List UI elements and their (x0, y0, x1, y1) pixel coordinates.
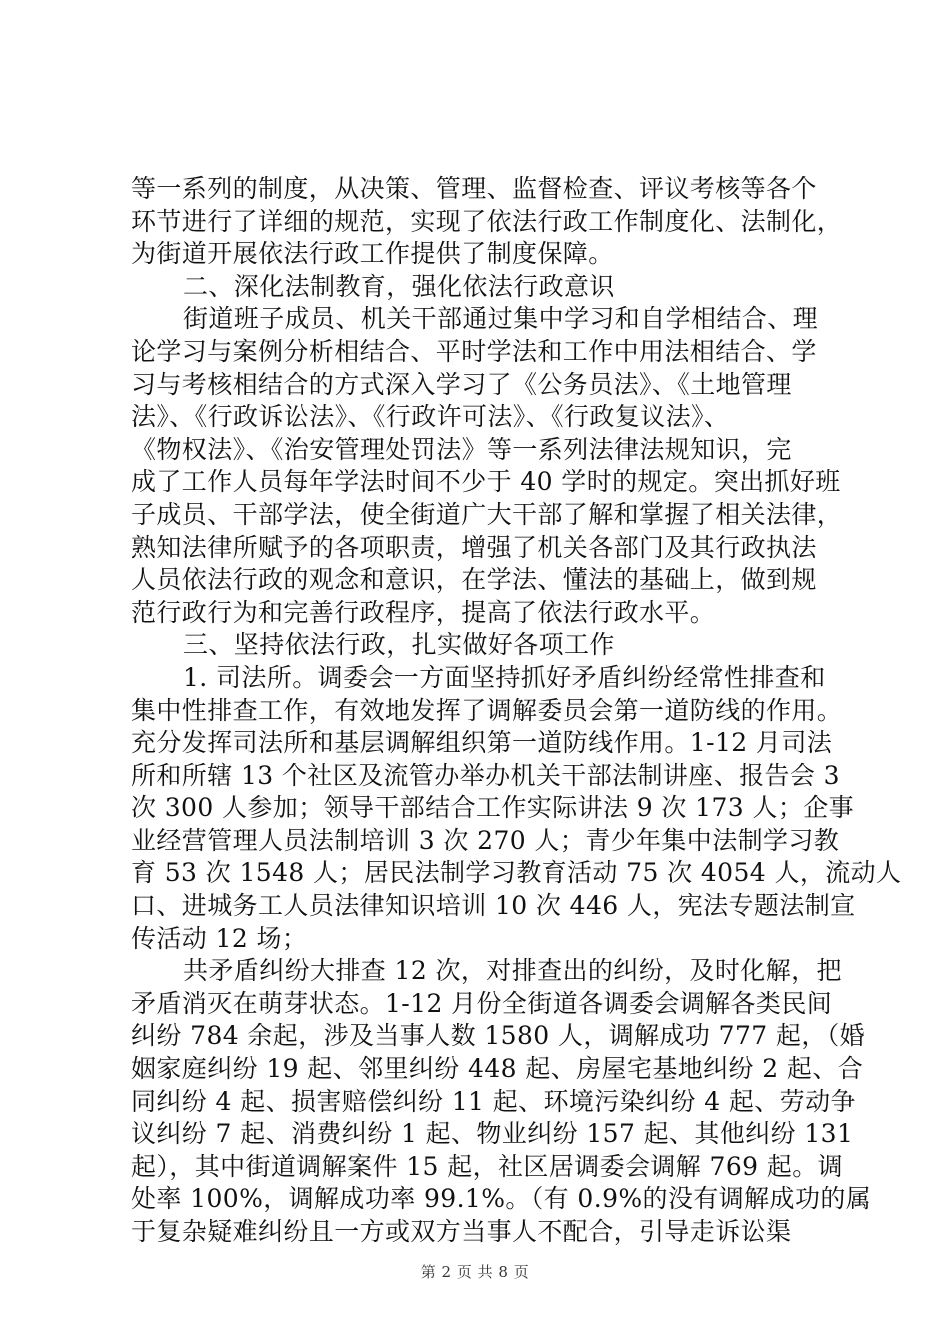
text-line: 共矛盾纠纷大排查 12 次，对排查出的纠纷，及时化解，把 (183, 956, 842, 986)
text-line: 起），其中街道调解案件 15 起，社区居调委会调解 769 起。调 (131, 1151, 844, 1181)
text-line: 处率 100%，调解成功率 99.1%。（有 0.9%的没有调解成功的属 (131, 1184, 872, 1214)
text-line: 等一系列的制度，从决策、管理、监督检查、评议考核等各个 (131, 174, 817, 203)
text-line: 三、坚持依法行政，扎实做好各项工作 (183, 630, 615, 660)
text-line: 传活动 12 场； (131, 923, 308, 953)
text-line: 姻家庭纠纷 19 起、邻里纠纷 448 起、房屋宅基地纠纷 2 起、合 (131, 1054, 864, 1084)
text-line: 于复杂疑难纠纷且一方或双方当事人不配合，引导走诉讼渠 (131, 1217, 792, 1246)
text-line: 二、深化法制教育，强化依法行政意识 (183, 271, 615, 301)
text-line: 《物权法》、《治安管理处罚法》等一系列法律法规知识，完 (131, 434, 792, 464)
text-line: 充分发挥司法所和基层调解组织第一道防线作用。1-12 月司法 (131, 728, 833, 758)
text-line: 次 300 人参加；领导干部结合工作实际讲法 9 次 173 人；企事 (131, 793, 855, 823)
text-line: 集中性排查工作，有效地发挥了调解委员会第一道防线的作用。 (131, 695, 843, 725)
text-line: 纠纷 784 余起，涉及当事人数 1580 人，调解成功 777 起，（婚 (131, 1021, 866, 1051)
text-line: 习与考核相结合的方式深入学习了《公务员法》、《土地管理 (131, 369, 792, 399)
document-body (131, 173, 902, 1249)
text-line: 子成员、干部学法，使全街道广大干部了解和掌握了相关法律， (131, 499, 843, 529)
text-line: 法》、《行政诉讼法》、《行政许可法》、《行政复议法》、 (131, 402, 730, 432)
text-line: 熟知法律所赋予的各项职责，增强了机关各部门及其行政执法 (131, 532, 817, 562)
text-line: 1. 司法所。调委会一方面坚持抓好矛盾纠纷经常性排查和 (183, 662, 826, 692)
text-line: 口、进城务工人员法律知识培训 10 次 446 人，宪法专题法制宣 (131, 891, 856, 921)
paragraph-judicial-office (131, 662, 902, 955)
heading-section-3 (131, 629, 836, 662)
text-line: 矛盾消灭在萌芽状态。1-12 月份全街道各调委会调解各类民间 (131, 988, 833, 1018)
text-line: 所和所辖 13 个社区及流管办举办机关干部法制讲座、报告会 3 (131, 760, 840, 790)
paragraph-legal-education (131, 303, 843, 629)
paragraph-dispute-mediation (131, 955, 872, 1248)
text-line: 同纠纷 4 起、损害赔偿纠纷 11 起、环境污染纠纷 4 起、劳动争 (131, 1086, 856, 1116)
page-number-label: 第 2 页 共 8 页 (420, 1263, 530, 1281)
text-line: 成了工作人员每年学法时间不少于 40 学时的规定。突出抓好班 (131, 467, 841, 497)
text-line: 人员依法行政的观念和意识，在学法、懂法的基础上，做到规 (131, 565, 817, 595)
text-line: 环节进行了详细的规范，实现了依法行政工作制度化、法制化， (131, 206, 843, 236)
paragraph-intro-continuation (131, 173, 843, 271)
text-line: 育 53 次 1548 人；居民法制学习教育活动 75 次 4054 人，流动人 (131, 858, 902, 888)
text-line: 街道班子成员、机关干部通过集中学习和自学相结合、理 (183, 304, 819, 334)
text-line: 业经营管理人员法制培训 3 次 270 人；青少年集中法制学习教 (131, 825, 840, 855)
text-line: 为街道开展依法行政工作提供了制度保障。 (131, 239, 614, 269)
page-footer (0, 1261, 950, 1282)
text-line: 论学习与案例分析相结合、平时学法和工作中用法相结合、学 (131, 336, 817, 366)
text-line: 范行政行为和完善行政程序，提高了依法行政水平。 (131, 597, 716, 627)
heading-section-2 (131, 271, 836, 304)
text-line: 议纠纷 7 起、消费纠纷 1 起、物业纠纷 157 起、其他纠纷 131 (131, 1119, 854, 1149)
